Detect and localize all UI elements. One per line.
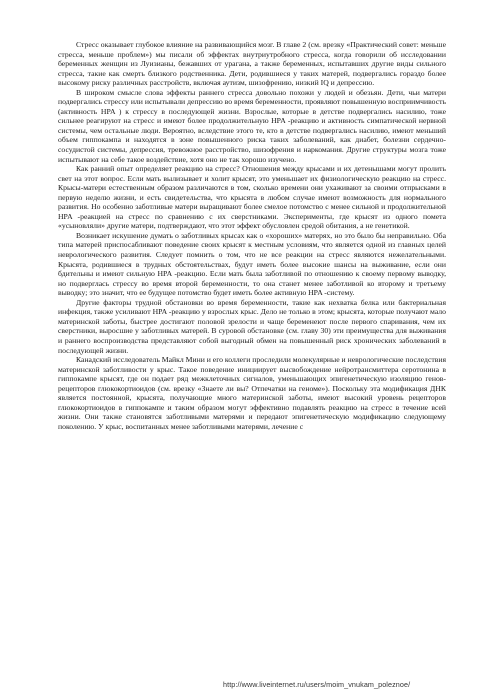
paragraph-5: Другие факторы трудной обстановки во время беременности, такие как нехватка белка или бактериальная инфекция, также усиливают HPA -реакцию у взрослых крыс. Дело не только в этом; крысята, которые получают мало материнской заботы, быстрее достигают половой зрелости и чаще беременеют после первого спаривания, чем их сверстники, выросшие у заботливых матерей. В суровой обстановке (см. главу 30) эти преимущества для выживания и раннего воспроизводства представляют собой выгодный обмен на повышенный риск хронических заболеваний в последующей жизни. bbox=[58, 297, 446, 355]
paragraph-1: Стресс оказывает глубокое влияние на развивающийся мозг. В главе 2 (см. врезку «Практический совет: меньше стресса, меньше проблем») мы писали об эффектах внутриутробного стресса, когда говорили об исследовании беременных женщин из Луизианы, бежавших от урагана, а также беременных, испытавших другие виды сильного стресса, такие как смерть близкого родственника. Дети, родившиеся у таких матерей, подвергались гораздо более высокому риску различных расстройств, включая аутизм, шизофрению, низкий IQ и депрессию. bbox=[58, 40, 446, 88]
paragraph-2: В широком смысле слова эффекты раннего стресса довольно похожи у людей и обезьян. Дети, чьи матери подвергались стрессу или испытывали депрессию во время беременности, проявляют повышенную восприимчивость (активность HPA ) к стрессу в последующей жизни. Взрослые, которые в детстве подвергались насилию, тоже сильнее реагируют на стресс и имеют более продолжительную HPA -реакцию и активность симпатической нервной системы, чем остальные люди. Вероятно, вследствие этого те, кто в детстве подвергались насилию, имеют меньший объем гиппокампа и находятся в зоне повышенного риска таких заболеваний, как диабет, болезни сердечно-сосудистой системы, депрессия, тревожное расстройство, шизофрения и наркомания. Другие структуры мозга тоже испытывают на себе такое воздействие, хотя оно не так хорошо изучено. bbox=[58, 87, 446, 164]
footer-url-watermark: http://www.liveinternet.ru/users/moim_vnukam_poleznoe/ bbox=[223, 680, 411, 689]
paragraph-6: Канадский исследователь Майкл Мини и его коллеги проследили молекулярные и неврологические последствия материнской заботливости у крыс. Такое поведение инициирует высвобождение нейротрансмиттера серотонина в гиппокампе крысят, где он подает ряд межклеточных сигналов, уменьшающих эпигенетическую изоляцию генов-рецепторов глюкокортиоидов (см. врезку «Знаете ли вы? Отпечатки на геноме»). Поскольку эта модификация ДНК является постоянной, крысята, получающие много материнской заботы, имеют высокий уровень рецепторов глюкокортиоидов в гиппокампе и таким образом могут эффективно подавлять реакцию на стресс в течение всей жизни. Они также становятся заботливыми матерями и передают эпигенетическую модификацию следующему поколению. У крыс, воспитанных менее заботливыми матерями, лечение с bbox=[58, 355, 447, 431]
paragraph-3: Как ранний опыт определяет реакцию на стресс? Отношения между крысами и их детенышами могут пролить свет на этот вопрос. Если мать вылизывает и холит крысят, это уменьшает их физиологическую реакцию на стресс. Крысы-матери естественным образом различаются в том, сколько времени они ухаживают за своими отпрысками в первую неделю жизни, и есть свидетельства, что крысята в любом случае имеют возможность для нормального развития. Но особенно заботливые матери выращивают более смелое потомство с менее сильной и продолжительной HPA -реакцией на стресс по сравнению с их сверстниками. Эксперименты, где крысят из одного помета «усыновляли» другие матери, подтверждают, что этот эффект обусловлен средой обитания, а не генетикой. bbox=[58, 164, 446, 231]
document-page bbox=[58, 40, 446, 431]
paragraph-4: Возникает искушение думать о заботливых крысах как о «хороших» матерях, но это было бы неправильно. Оба типа матерей приспосабливают поведение своих крысят к местным условиям, что является одной из главных целей неврологического развития. Следует помнить о том, что не все реакции на стресс являются нежелательными. Крысята, родившиеся в трудных обстоятельствах, будут иметь более высокие шансы на выживание, если они бдительны и имеют сильную HPA -реакцию. Если мать была заботливой по отношению к своему первому выводку, но подверглась стрессу во время второй беременности, то она станет менее заботливой ко второму и третьему выводку; это значит, что ее будущее потомство будет иметь более активную HPA -систему. bbox=[58, 230, 446, 298]
